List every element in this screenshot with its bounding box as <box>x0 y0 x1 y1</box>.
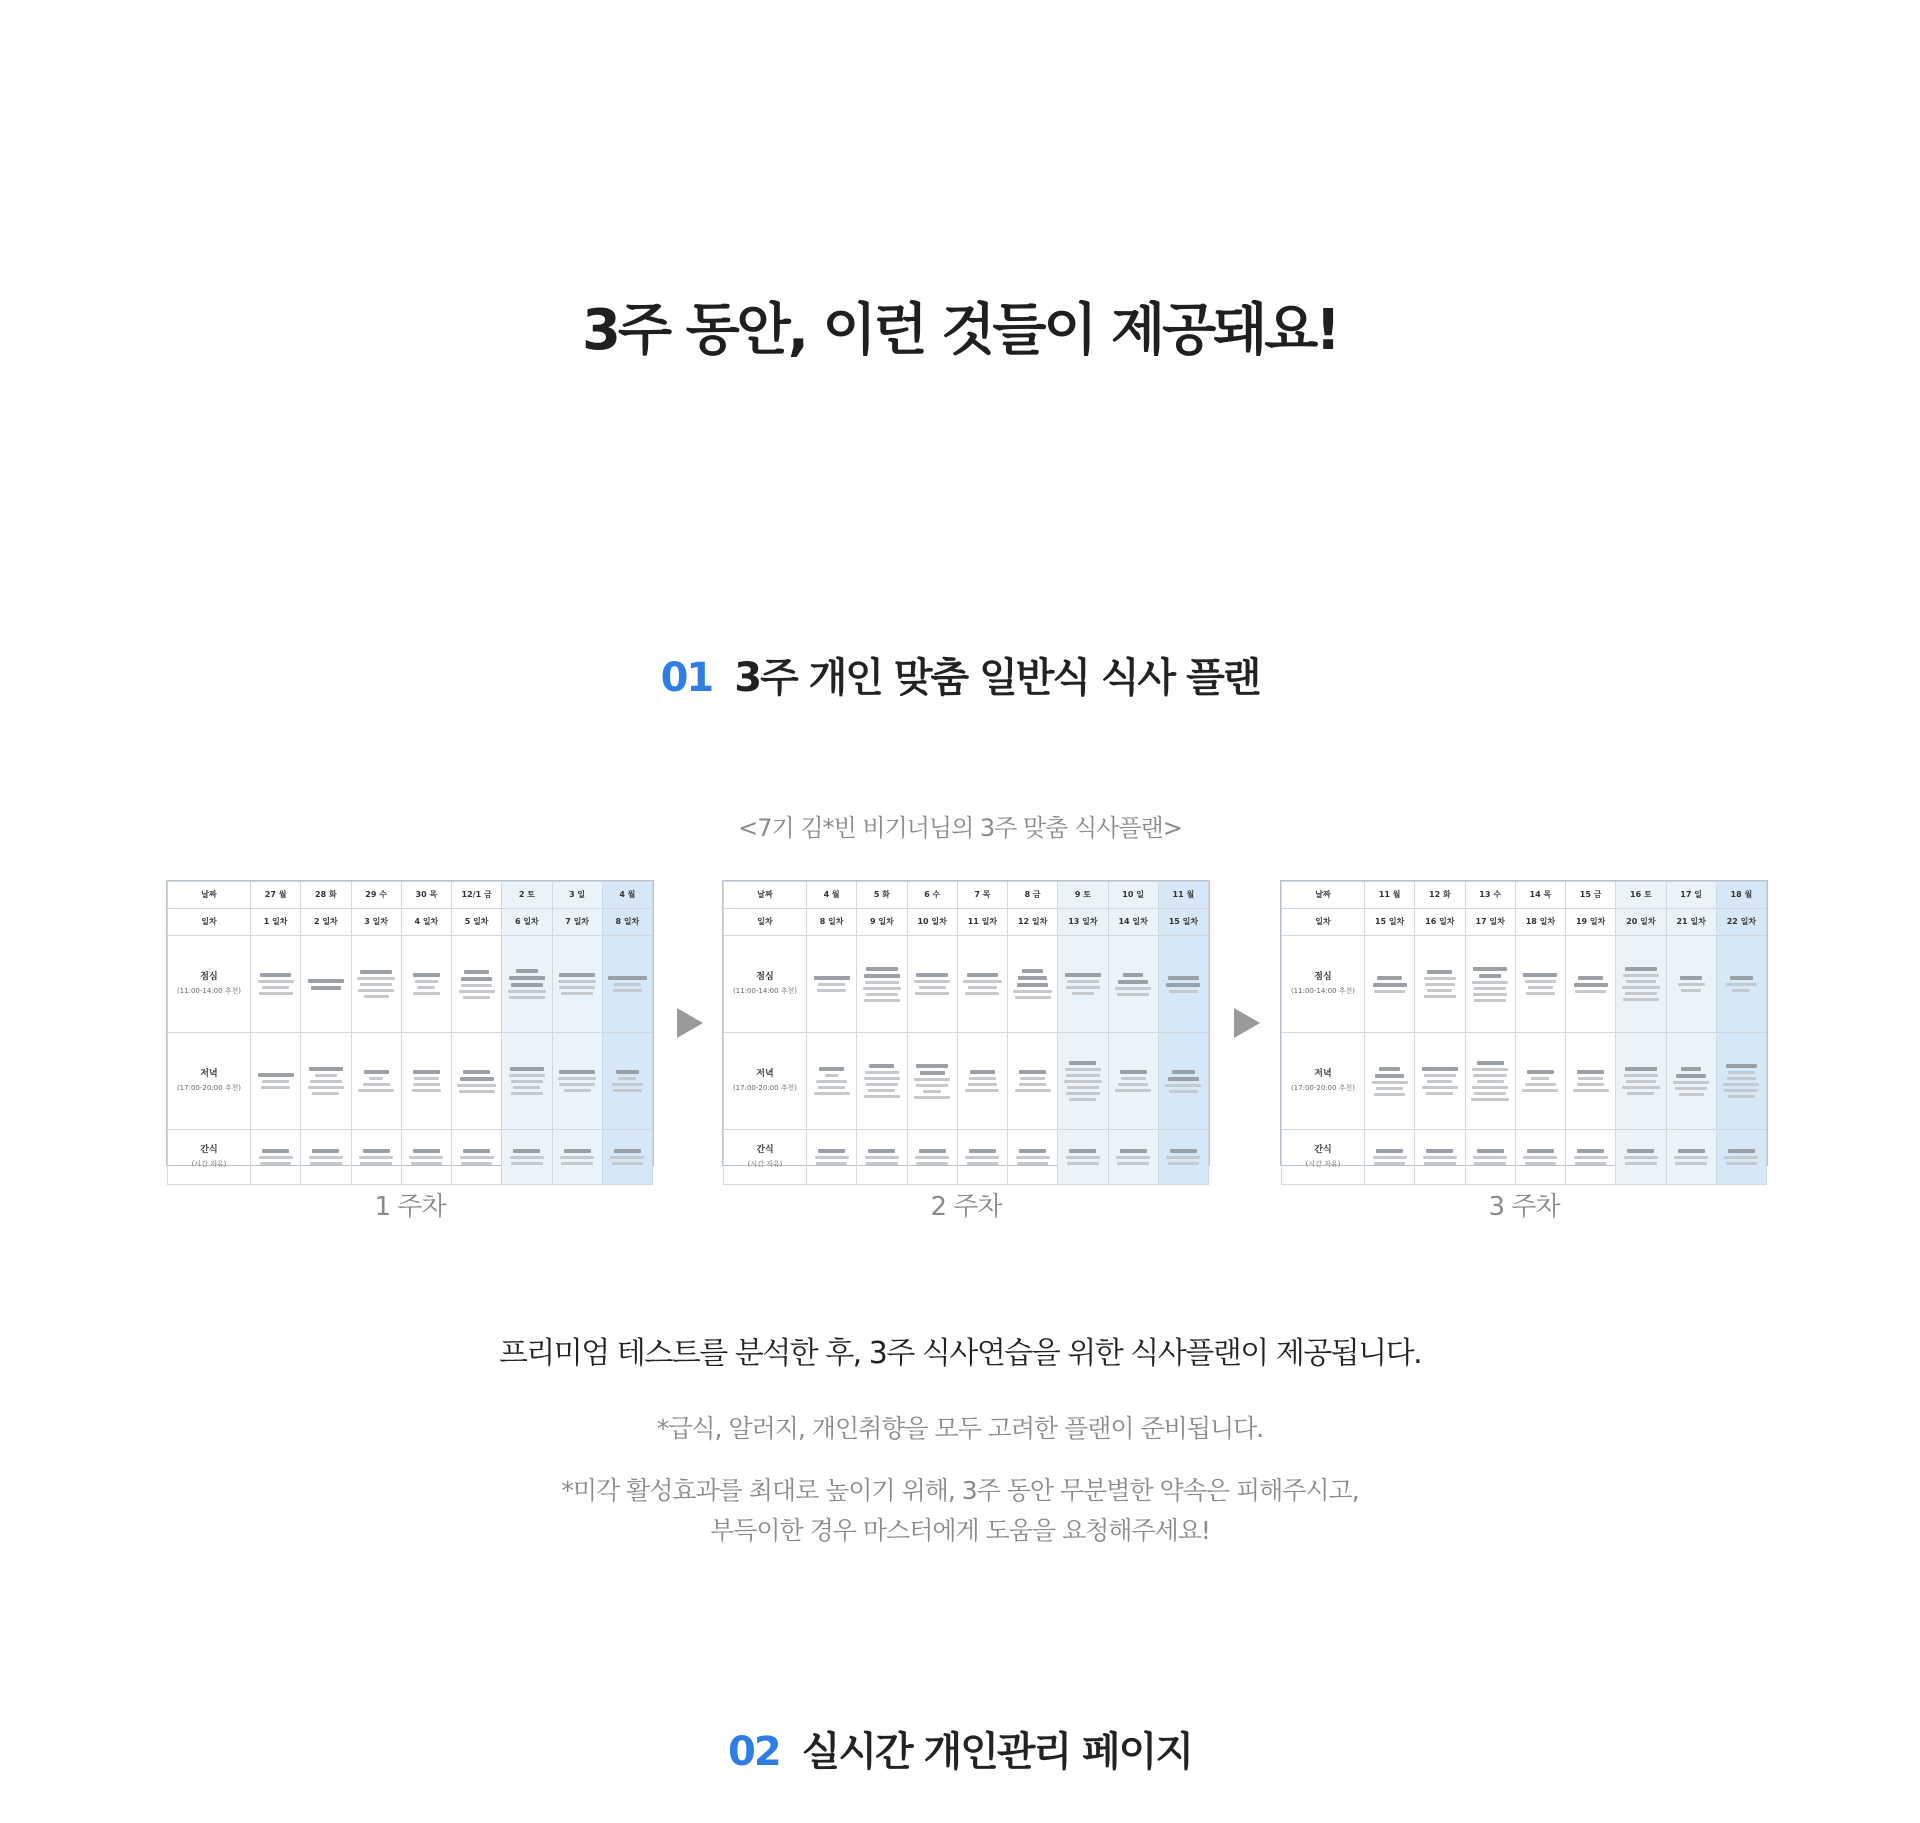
row-label-date: 날짜 <box>168 882 251 909</box>
snack-cell <box>602 1130 652 1185</box>
lunch-time: (11:00-14:00 추천) <box>732 987 798 995</box>
date-cell: 16 토 <box>1616 882 1666 909</box>
date-cell: 2 토 <box>502 882 552 909</box>
row-label-day: 일차 <box>1282 909 1365 936</box>
meal-cell <box>502 1033 552 1130</box>
triangle-right-icon <box>677 1008 703 1038</box>
meal-cell <box>907 1033 957 1130</box>
date-cell: 29 수 <box>351 882 401 909</box>
day-cell: 22 일차 <box>1716 909 1766 936</box>
date-cell: 17 일 <box>1666 882 1716 909</box>
meal-plan-table-week-3 <box>1280 880 1768 1166</box>
day-cell: 20 일차 <box>1616 909 1666 936</box>
row-label-dinner <box>1282 1033 1365 1130</box>
meal-cell <box>1666 936 1716 1033</box>
day-cell: 10 일차 <box>907 909 957 936</box>
meal-cell <box>1666 1033 1716 1130</box>
snack-cell <box>1465 1130 1515 1185</box>
meal-cell <box>1465 936 1515 1033</box>
row-label-date: 날짜 <box>724 882 807 909</box>
triangle-right-icon <box>1234 1008 1260 1038</box>
snack-cell <box>1108 1130 1158 1185</box>
day-cell: 6 일차 <box>502 909 552 936</box>
section-1-title <box>0 652 1920 704</box>
section-2-title-text: 실시간 개인관리 페이지 <box>801 1729 1192 1775</box>
plan-note: 부득이한 경우 마스터에게 도움을 요청해주세요! <box>710 1516 1210 1545</box>
date-cell: 28 화 <box>301 882 351 909</box>
lunch-time: (11:00-14:00 추천) <box>1290 987 1356 995</box>
meal-cell <box>1616 936 1666 1033</box>
meal-cell <box>1008 1033 1058 1130</box>
meal-cell <box>907 936 957 1033</box>
day-cell: 18 일차 <box>1515 909 1565 936</box>
week-2-label: 2 주차 <box>930 1192 1002 1222</box>
date-cell: 3 일 <box>552 882 602 909</box>
snack-cell <box>1515 1130 1565 1185</box>
row-label-day: 일차 <box>724 909 807 936</box>
snack-cell <box>857 1130 907 1185</box>
meal-cell <box>1058 1033 1108 1130</box>
meal-cell <box>1515 1033 1565 1130</box>
snack-cell <box>957 1130 1007 1185</box>
snack-cell <box>1158 1130 1208 1185</box>
section-2-number: 02 <box>728 1729 780 1775</box>
date-cell: 9 토 <box>1058 882 1108 909</box>
day-cell: 11 일차 <box>957 909 1007 936</box>
meal-cell <box>1108 936 1158 1033</box>
week-3-label: 3 주차 <box>1488 1192 1560 1222</box>
snack-cell <box>807 1130 857 1185</box>
meal-cell <box>1415 1033 1465 1130</box>
day-cell: 17 일차 <box>1465 909 1515 936</box>
meal-cell <box>1108 1033 1158 1130</box>
date-cell: 4 월 <box>602 882 652 909</box>
snack-cell <box>1566 1130 1616 1185</box>
day-cell: 21 일차 <box>1666 909 1716 936</box>
meal-cell <box>452 1033 502 1130</box>
row-label-day: 일차 <box>168 909 251 936</box>
row-label-snack <box>724 1130 807 1185</box>
day-cell: 19 일차 <box>1566 909 1616 936</box>
meal-cell <box>351 1033 401 1130</box>
meal-cell <box>1465 1033 1515 1130</box>
meal-cell <box>251 1033 301 1130</box>
snack-cell <box>1008 1130 1058 1185</box>
day-cell: 16 일차 <box>1415 909 1465 936</box>
meal-cell <box>1365 936 1415 1033</box>
dinner-time: (17:00-20:00 추천) <box>1290 1084 1356 1092</box>
day-cell: 7 일차 <box>552 909 602 936</box>
day-cell: 15 일차 <box>1365 909 1415 936</box>
row-label-lunch <box>1282 936 1365 1033</box>
row-label-lunch <box>724 936 807 1033</box>
date-cell: 11 월 <box>1158 882 1208 909</box>
meal-cell <box>857 1033 907 1130</box>
dinner-time: (17:00-20:00 추천) <box>732 1084 798 1092</box>
row-label-dinner <box>724 1033 807 1130</box>
meal-cell <box>1716 1033 1766 1130</box>
meal-cell <box>401 1033 451 1130</box>
week-1-label: 1 주차 <box>374 1192 446 1222</box>
date-cell: 6 수 <box>907 882 957 909</box>
meal-plan-table-week-1 <box>166 880 654 1166</box>
snack-cell <box>1716 1130 1766 1185</box>
page-title: 3주 동안, 이런 것들이 제공돼요! <box>582 298 1338 363</box>
date-cell: 18 월 <box>1716 882 1766 909</box>
date-cell: 12/1 금 <box>452 882 502 909</box>
snack-cell <box>552 1130 602 1185</box>
date-cell: 15 금 <box>1566 882 1616 909</box>
plan-note: *미각 활성효과를 최대로 높이기 위해, 3주 동안 무분별한 약속은 피해주시고, <box>561 1476 1359 1505</box>
row-label-snack <box>168 1130 251 1185</box>
date-cell: 30 목 <box>401 882 451 909</box>
row-label-lunch <box>168 936 251 1033</box>
meal-cell <box>552 936 602 1033</box>
section-1-number: 01 <box>660 655 713 701</box>
row-label-date: 날짜 <box>1282 882 1365 909</box>
meal-cell <box>1158 1033 1208 1130</box>
lunch-label: 점심 <box>1314 972 1332 982</box>
lunch-label: 점심 <box>200 972 218 982</box>
date-cell: 4 월 <box>807 882 857 909</box>
dinner-label: 저녁 <box>756 1069 774 1079</box>
day-cell: 8 일차 <box>602 909 652 936</box>
meal-cell <box>452 936 502 1033</box>
meal-cell <box>1008 936 1058 1033</box>
snack-cell <box>1365 1130 1415 1185</box>
meal-cell <box>1616 1033 1666 1130</box>
lunch-label: 점심 <box>756 972 774 982</box>
day-cell: 2 일차 <box>301 909 351 936</box>
snack-label: 간식 <box>756 1145 774 1155</box>
date-cell: 12 화 <box>1415 882 1465 909</box>
date-cell: 5 화 <box>857 882 907 909</box>
snack-cell <box>401 1130 451 1185</box>
snack-cell <box>502 1130 552 1185</box>
meal-cell <box>301 1033 351 1130</box>
snack-label: 간식 <box>200 1145 218 1155</box>
plan-caption: <7기 김*빈 비기너님의 3주 맞춤 식사플랜> <box>738 814 1182 842</box>
day-cell: 8 일차 <box>807 909 857 936</box>
row-label-snack <box>1282 1130 1365 1185</box>
date-cell: 7 목 <box>957 882 1007 909</box>
dinner-label: 저녁 <box>200 1069 218 1079</box>
snack-cell <box>452 1130 502 1185</box>
day-cell: 4 일차 <box>401 909 451 936</box>
snack-cell <box>1415 1130 1465 1185</box>
date-cell: 14 목 <box>1515 882 1565 909</box>
snack-cell <box>1616 1130 1666 1185</box>
meal-cell <box>1415 936 1465 1033</box>
meal-cell <box>1566 936 1616 1033</box>
meal-cell <box>807 1033 857 1130</box>
meal-cell <box>251 936 301 1033</box>
meal-cell <box>351 936 401 1033</box>
meal-cell <box>1566 1033 1616 1130</box>
meal-cell <box>602 936 652 1033</box>
day-cell: 9 일차 <box>857 909 907 936</box>
section-1-title-text: 3주 개인 맞춤 일반식 식사 플랜 <box>734 655 1260 701</box>
snack-cell <box>351 1130 401 1185</box>
meal-cell <box>1716 936 1766 1033</box>
day-cell: 12 일차 <box>1008 909 1058 936</box>
lunch-time: (11:00-14:00 추천) <box>176 987 242 995</box>
snack-time: (시간 자유) <box>1305 1160 1341 1168</box>
meal-cell <box>957 1033 1007 1130</box>
day-cell: 5 일차 <box>452 909 502 936</box>
row-label-dinner <box>168 1033 251 1130</box>
snack-cell <box>251 1130 301 1185</box>
snack-cell <box>301 1130 351 1185</box>
day-cell: 15 일차 <box>1158 909 1208 936</box>
meal-cell <box>1058 936 1108 1033</box>
date-cell: 10 일 <box>1108 882 1158 909</box>
dinner-label: 저녁 <box>1314 1069 1332 1079</box>
meal-plan-table-week-2 <box>722 880 1210 1166</box>
meal-cell <box>301 936 351 1033</box>
meal-cell <box>1365 1033 1415 1130</box>
meal-cell <box>552 1033 602 1130</box>
snack-cell <box>1058 1130 1108 1185</box>
date-cell: 8 금 <box>1008 882 1058 909</box>
meal-cell <box>502 936 552 1033</box>
plan-description: 프리미엄 테스트를 분석한 후, 3주 식사연습을 위한 식사플랜이 제공됩니다. <box>498 1336 1422 1371</box>
date-cell: 27 월 <box>251 882 301 909</box>
snack-label: 간식 <box>1314 1145 1332 1155</box>
day-cell: 1 일차 <box>251 909 301 936</box>
meal-cell <box>807 936 857 1033</box>
snack-cell <box>1666 1130 1716 1185</box>
meal-cell <box>602 1033 652 1130</box>
day-cell: 14 일차 <box>1108 909 1158 936</box>
snack-cell <box>907 1130 957 1185</box>
meal-cell <box>401 936 451 1033</box>
date-cell: 13 수 <box>1465 882 1515 909</box>
meal-cell <box>857 936 907 1033</box>
day-cell: 13 일차 <box>1058 909 1108 936</box>
section-2-title <box>0 1726 1920 1778</box>
dinner-time: (17:00-20:00 추천) <box>176 1084 242 1092</box>
plan-note: *급식, 알러지, 개인취향을 모두 고려한 플랜이 준비됩니다. <box>656 1414 1264 1443</box>
date-cell: 11 월 <box>1365 882 1415 909</box>
snack-time: (시간 자유) <box>191 1160 227 1168</box>
meal-cell <box>1158 936 1208 1033</box>
meal-cell <box>957 936 1007 1033</box>
meal-cell <box>1515 936 1565 1033</box>
snack-time: (시간 자유) <box>747 1160 783 1168</box>
day-cell: 3 일차 <box>351 909 401 936</box>
